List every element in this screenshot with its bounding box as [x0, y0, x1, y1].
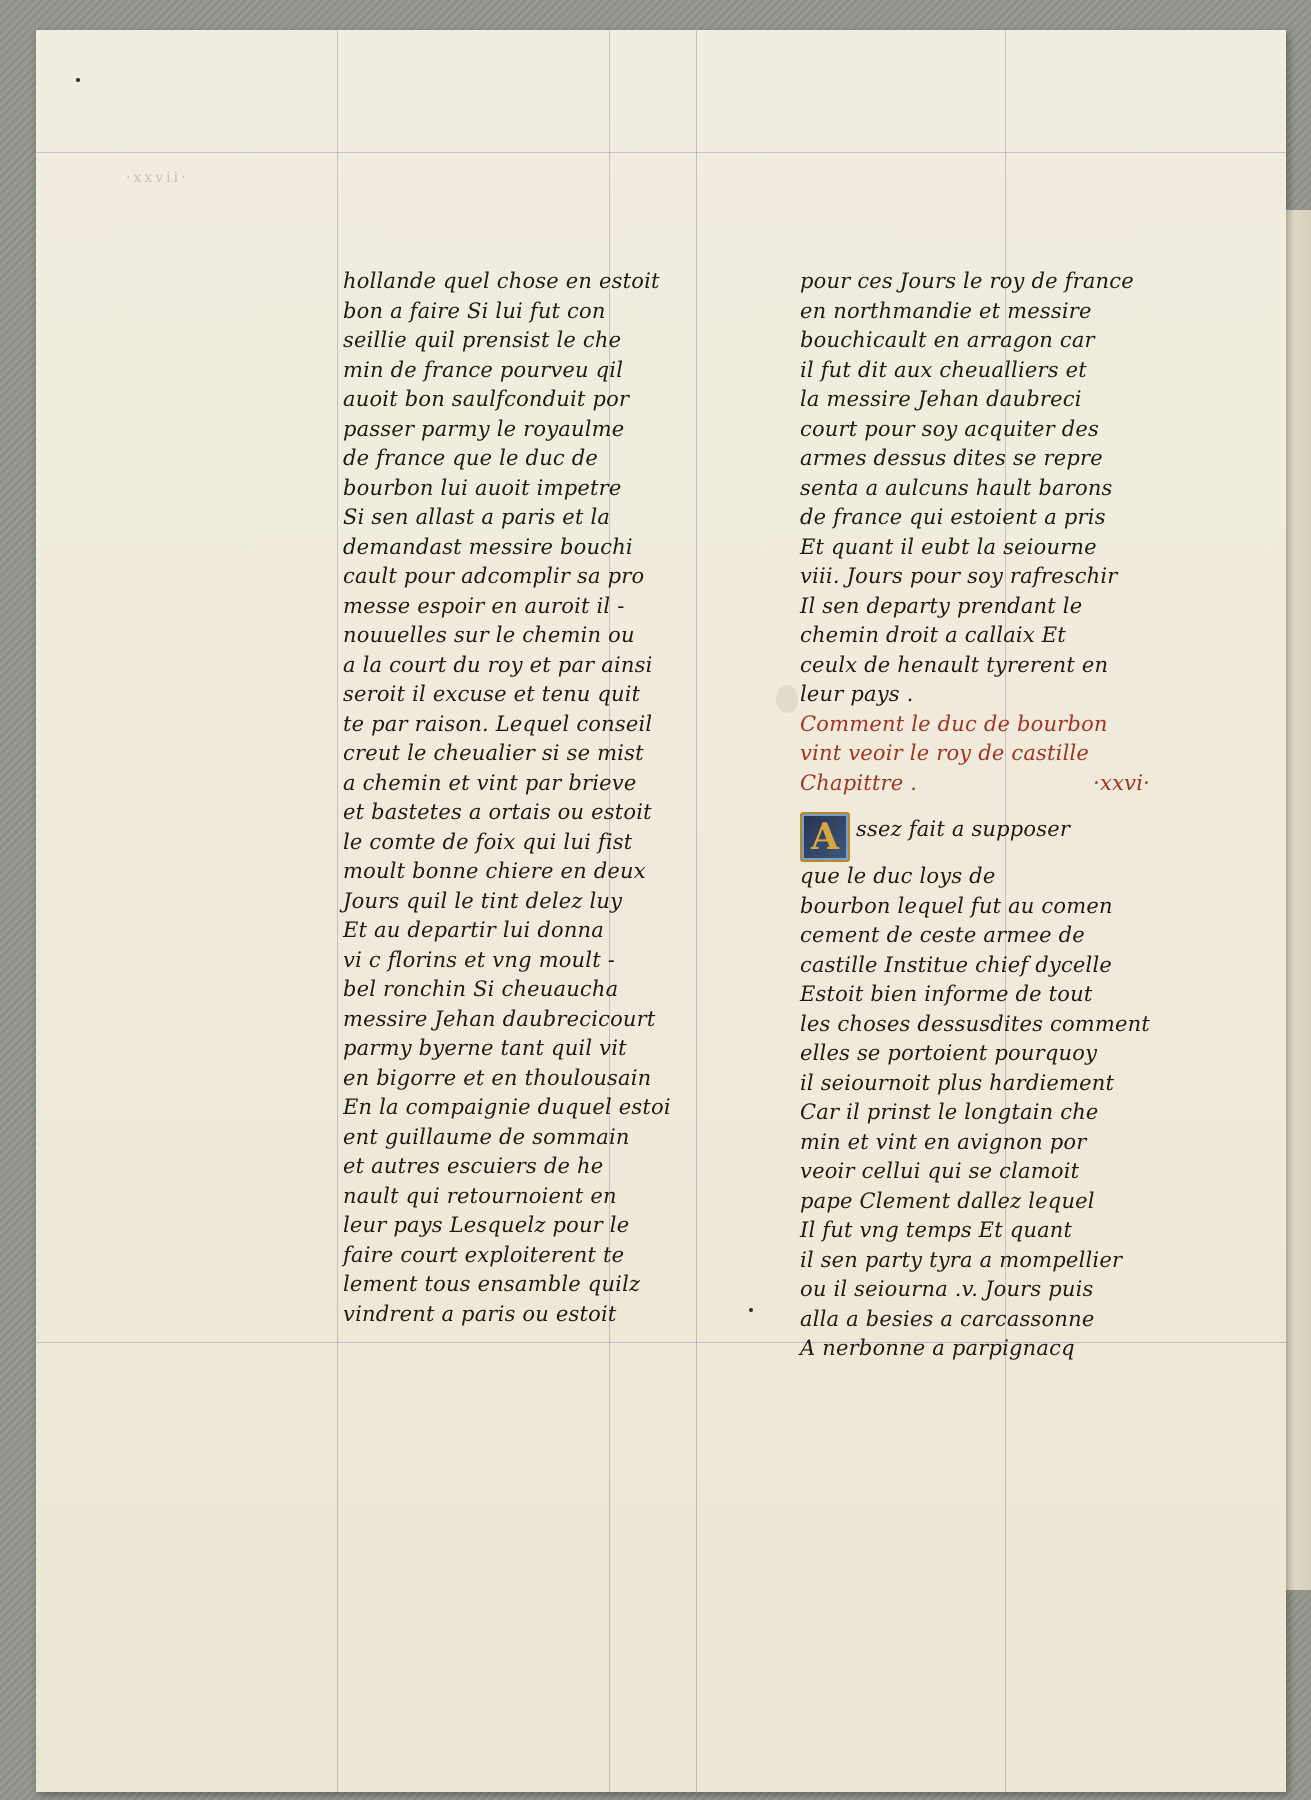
text-line: a chemin et vint par brieve [343, 770, 637, 795]
text-line: Si sen allast a paris et la [343, 505, 611, 529]
text-line: messe espoir en auroit il - [343, 593, 625, 618]
text-line: il seiournoit plus hardiement [800, 1070, 1115, 1095]
text-line: la messire Jehan daubreci [800, 387, 1082, 411]
ink-speck [749, 1308, 753, 1312]
chapter-number: ·xxvi· [1093, 770, 1150, 795]
text-line: et autres escuiers de he [343, 1154, 604, 1178]
text-line: armes dessus dites se repre [800, 446, 1103, 470]
text-line: pape Clement dallez lequel [800, 1188, 1095, 1213]
text-line: de france que le duc de [343, 446, 599, 470]
text-line: ssez fait a supposer [856, 817, 1071, 842]
text-line: Jours quil le tint delez luy [343, 888, 623, 913]
parchment-stain [776, 685, 798, 713]
text-line: nouuelles sur le chemin ou [343, 623, 635, 647]
ruling-line [36, 152, 1286, 153]
ruling-line [337, 30, 338, 1792]
text-line: te par raison. Lequel conseil [343, 711, 653, 736]
text-line: Car il prinst le longtain che [800, 1100, 1099, 1124]
left-text-column [343, 267, 671, 1329]
text-line: Il sen departy prendant le [800, 593, 1083, 618]
text-line: vindrent a paris ou estoit [343, 1301, 617, 1326]
text-line: ou il seiourna .v. Jours puis [800, 1277, 1094, 1301]
text-line: cement de ceste armee de [800, 923, 1085, 947]
text-line: chemin droit a callaix Et [800, 623, 1066, 647]
text-line: A nerbonne a parpignacq [800, 1336, 1075, 1360]
text-line: parmy byerne tant quil vit [343, 1036, 627, 1060]
text-line: court pour soy acquiter des [800, 416, 1099, 441]
text-line: bon a faire Si lui fut con [343, 298, 606, 323]
text-line: Et quant il eubt la seiourne [800, 534, 1097, 559]
chapter-heading [800, 769, 1150, 799]
text-line: le comte de foix qui lui fist [343, 829, 633, 854]
text-line: alla a besies a carcassonne [800, 1306, 1095, 1331]
illuminated-initial: A [800, 812, 850, 862]
text-line: Estoit bien informe de tout [800, 982, 1093, 1006]
text-line: bourbon lui auoit impetre [343, 475, 622, 500]
text-line: moult bonne chiere en deux [343, 859, 646, 883]
text-line: il sen party tyra a mompellier [800, 1247, 1123, 1272]
text-line: faire court exploiterent te [343, 1242, 625, 1267]
text-line: ceulx de henault tyrerent en [800, 652, 1109, 677]
right-text-column [800, 267, 1150, 1364]
text-line: castille Institue chief dycelle [800, 952, 1113, 977]
text-line: a la court du roy et par ainsi [343, 652, 653, 677]
text-line: leur pays Lesquelz pour le [343, 1213, 630, 1237]
rubric-heading-line: Comment le duc de bourbon [800, 711, 1108, 736]
text-line: Il fut vng temps Et quant [800, 1218, 1073, 1242]
illuminated-initial-row [800, 798, 1150, 862]
facing-page-edge [1286, 210, 1311, 1590]
ink-speck [76, 78, 80, 82]
text-line: de france qui estoient a pris [800, 505, 1106, 529]
text-line: messire Jehan daubrecicourt [343, 1006, 656, 1031]
text-line: leur pays . [800, 682, 914, 706]
text-line: les choses dessusdites comment [800, 1011, 1151, 1036]
text-line: veoir cellui qui se clamoit [800, 1159, 1080, 1183]
text-line: demandast messire bouchi [343, 534, 633, 559]
text-line: en bigorre et en thoulousain [343, 1065, 652, 1090]
text-line: Et au departir lui donna [343, 918, 604, 942]
text-line: min et vint en avignon por [800, 1129, 1087, 1154]
text-line: lement tous ensamble quilz [343, 1272, 641, 1296]
rubric-heading-line: vint veoir le roy de castille [800, 741, 1090, 765]
text-line: il fut dit aux cheualliers et [800, 357, 1087, 382]
text-line: min de france pourveu qil [343, 357, 624, 382]
text-line: creut le cheualier si se mist [343, 741, 644, 765]
text-line: En la compaignie duquel estoi [343, 1095, 671, 1119]
text-line: bel ronchin Si cheuaucha [343, 977, 619, 1001]
text-line: hollande quel chose en estoit [343, 269, 660, 293]
ruling-line [696, 30, 697, 1792]
text-line: seroit il excuse et tenu quit [343, 682, 641, 706]
text-line: bouchicault en arragon car [800, 328, 1095, 352]
text-line: seillie quil prensist le che [343, 328, 622, 352]
text-line: viii. Jours pour soy rafreschir [800, 564, 1118, 588]
text-line: senta a aulcuns hault barons [800, 475, 1113, 500]
text-line: ent guillaume de sommain [343, 1124, 630, 1149]
text-line: pour ces Jours le roy de france [800, 269, 1134, 293]
text-line: cault pour adcomplir sa pro [343, 564, 645, 588]
text-line: que le duc loys de [800, 864, 996, 888]
text-line: elles se portoient pourquoy [800, 1041, 1098, 1065]
text-line: vi c florins et vng moult - [343, 947, 616, 972]
chapter-label: Chapittre . [800, 770, 918, 795]
text-line: nault qui retournoient en [343, 1183, 617, 1208]
text-line: et bastetes a ortais ou estoit [343, 800, 652, 824]
folio-mark: ·xxvii· [126, 170, 189, 186]
text-line: bourbon lequel fut au comen [800, 893, 1113, 918]
text-line: en northmandie et messire [800, 298, 1092, 323]
text-line: auoit bon saulfconduit por [343, 387, 630, 411]
text-line: passer parmy le royaulme [343, 416, 625, 441]
